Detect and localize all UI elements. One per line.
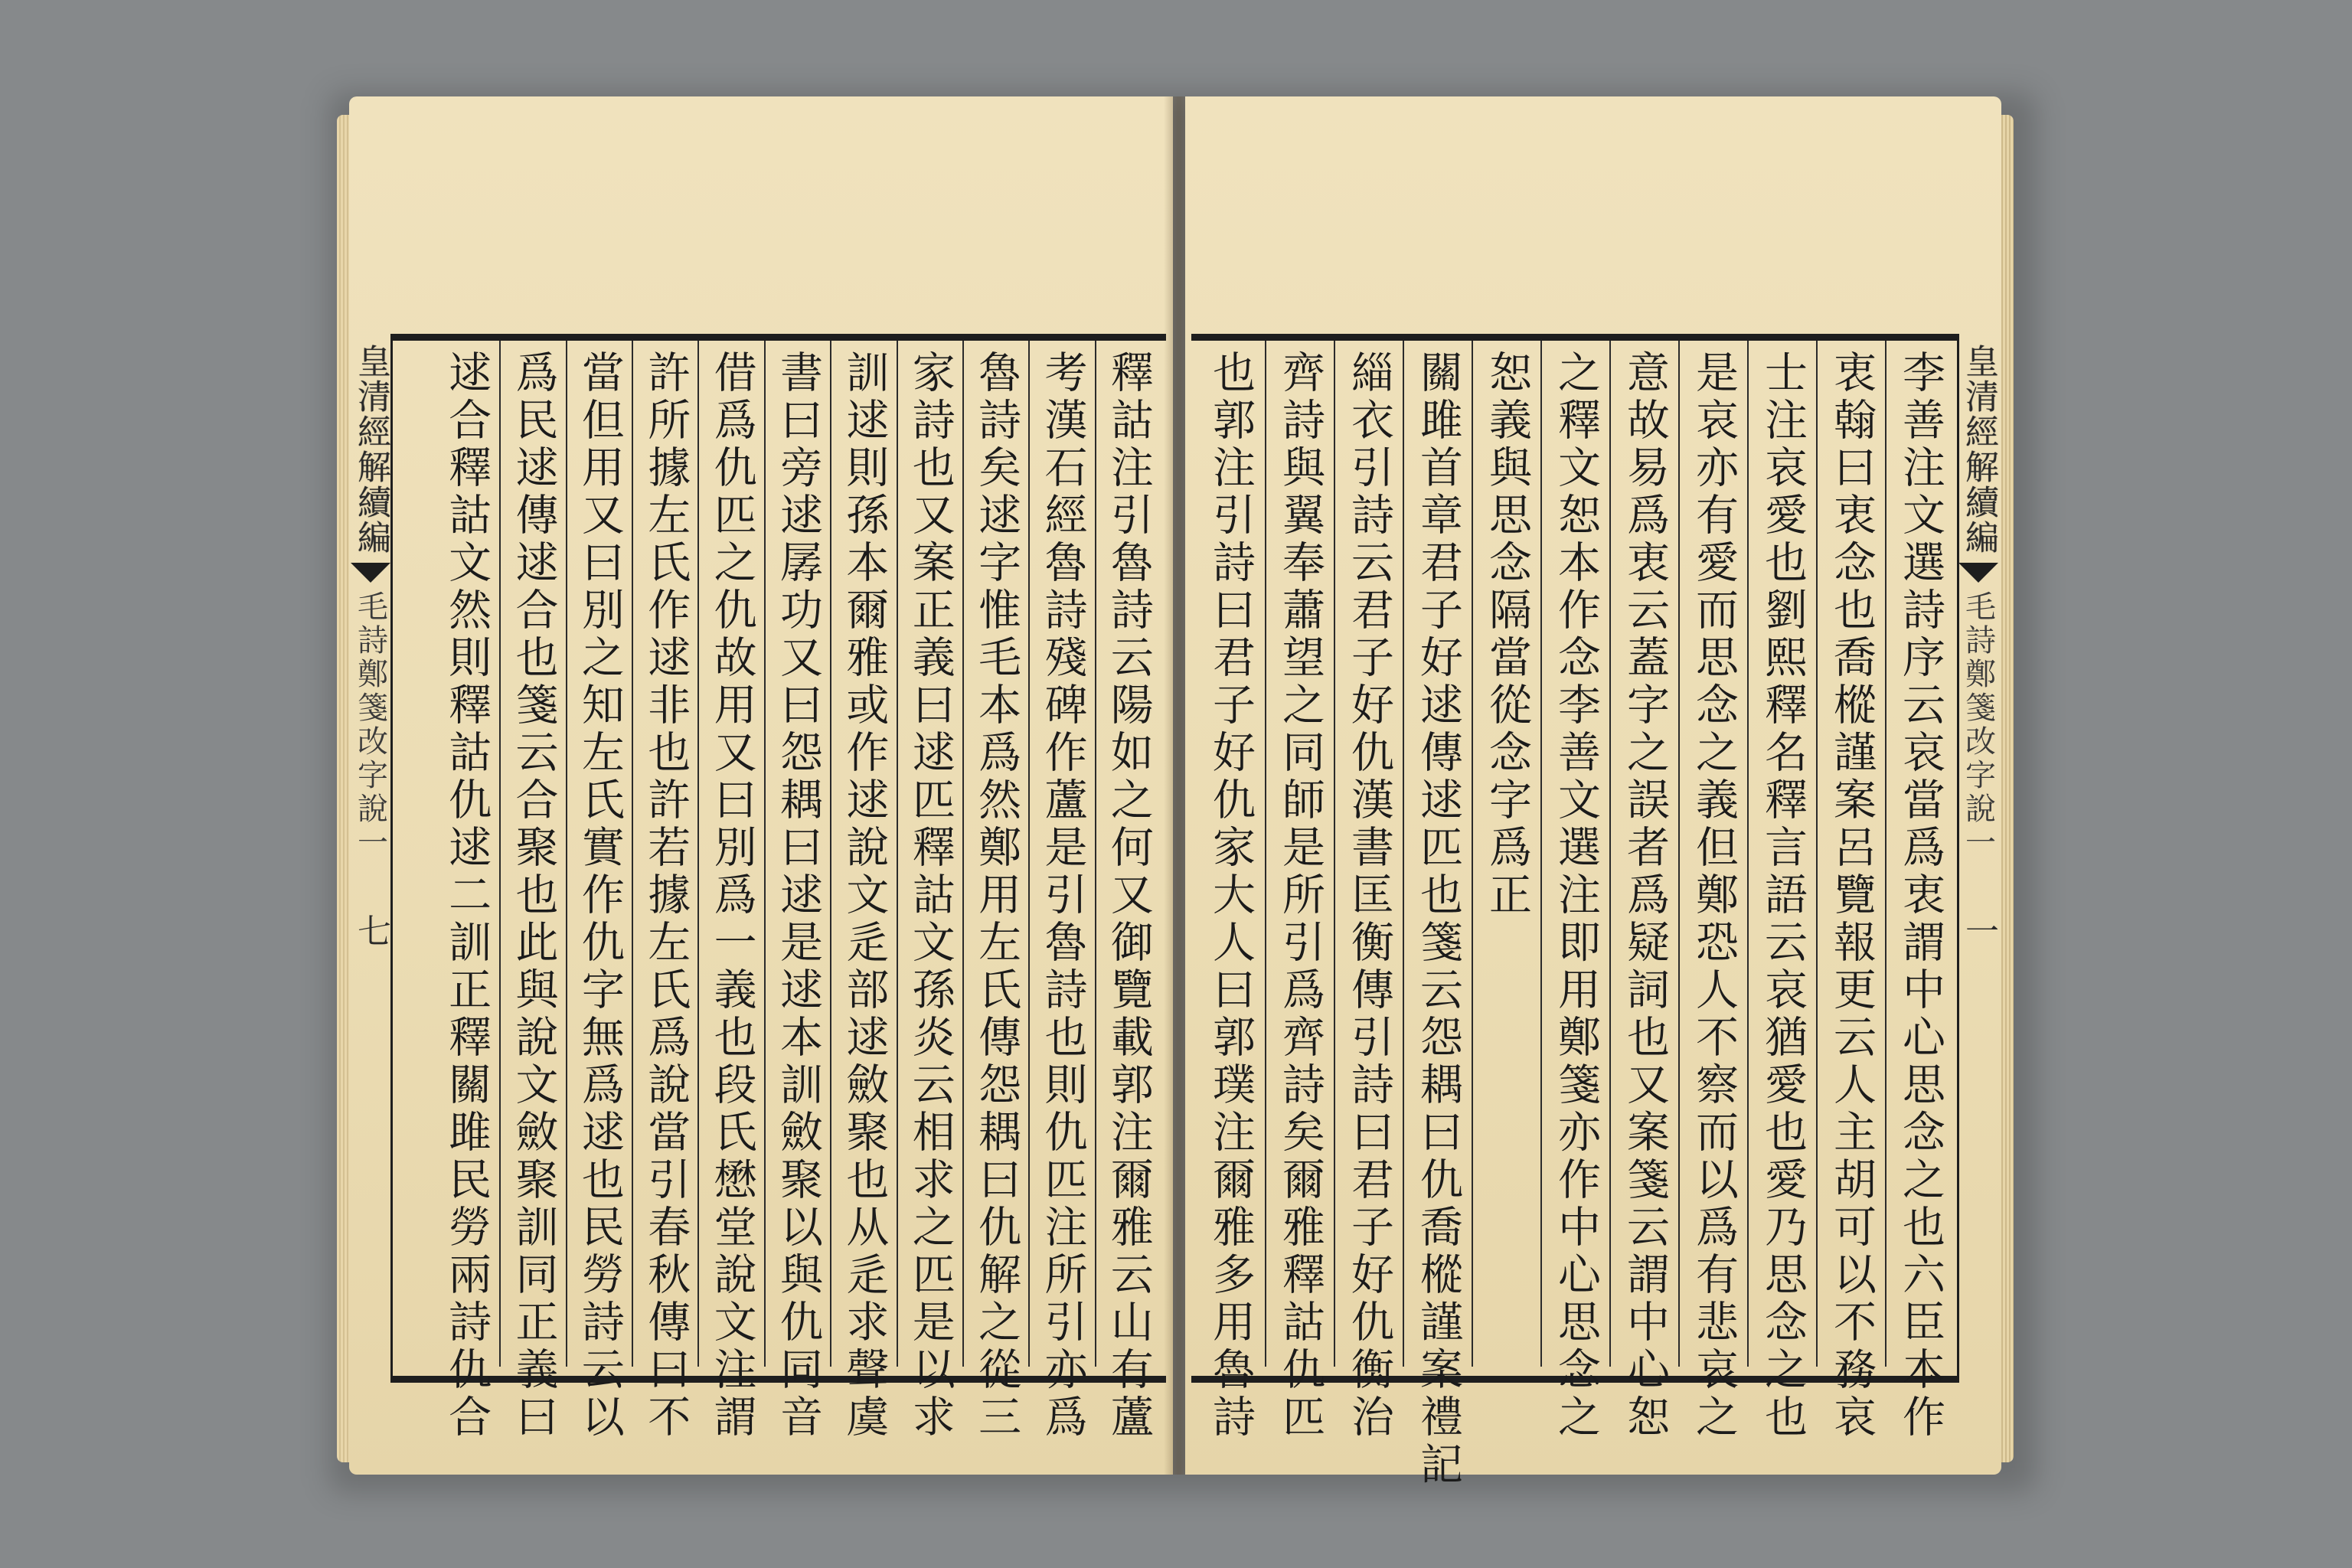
left-fishtail-mark	[351, 563, 390, 583]
column-text: 是哀亦有愛而思念之義但鄭恐人不察而以爲有悲哀之	[1689, 350, 1739, 1442]
column-text: 訓逑則孫本爾雅或作逑說文辵部逑斂聚也从辵求聲虞	[839, 350, 890, 1442]
left-text-columns	[433, 341, 1161, 1442]
text-column	[1747, 341, 1816, 1442]
text-column	[962, 341, 1028, 1442]
right-banxin	[1957, 341, 2000, 1376]
text-column	[697, 341, 763, 1442]
column-text: 意故易爲衷云蓋字之誤者爲疑詞也又案箋云謂中心恕	[1620, 350, 1670, 1442]
text-column	[1678, 341, 1747, 1442]
text-column	[433, 341, 499, 1442]
text-column	[499, 341, 565, 1442]
column-text: 也郭注引詩曰君子好仇家大人曰郭璞注爾雅多用魯詩	[1206, 350, 1256, 1442]
right-text-columns	[1194, 341, 1954, 1489]
column-text: 書曰旁逑孱功又曰怨耦曰逑是逑本訓斂聚以與仇同音	[773, 350, 823, 1442]
left-banxin	[349, 341, 392, 1376]
right-page-number: 一	[1959, 913, 1998, 947]
column-text: 恕義與思念隔當從念字爲正	[1482, 350, 1532, 920]
column-text: 齊詩與翼奉蕭望之同師是所引爲齊詩矣爾雅釋詁仇匹	[1276, 350, 1325, 1442]
text-column	[1540, 341, 1609, 1442]
text-column	[632, 341, 697, 1442]
text-column	[830, 341, 896, 1442]
column-text: 爲民逑傳逑合也箋云合聚也此與說文斂聚訓同正義曰	[508, 350, 559, 1442]
right-fishtail-mark	[1958, 563, 1998, 583]
text-column	[1028, 341, 1094, 1442]
column-text: 衷翰曰衷念也喬樅謹案呂覽報更云人主胡可以不務哀	[1827, 350, 1877, 1442]
column-text: 許所據左氏作逑非也許若據左氏爲說當引春秋傳曰不	[641, 350, 691, 1442]
column-text: 李善注文選詩序云哀當爲衷謂中心思念之也六臣本作	[1896, 350, 1945, 1442]
column-text: 魯詩矣逑字惟毛本爲然鄭用左氏傳怨耦曰仇解之從三	[972, 350, 1022, 1442]
left-page-number: 七	[351, 913, 390, 947]
text-column	[764, 341, 830, 1442]
text-column	[897, 341, 962, 1442]
column-text: 當但用又曰別之知左氏實作仇字無爲逑也民勞詩云以	[574, 350, 625, 1442]
text-column	[1403, 341, 1472, 1489]
text-column	[1609, 341, 1678, 1442]
left-banxin-title: 皇清經解續編	[351, 344, 390, 555]
right-banxin-title: 皇清經解續編	[1959, 344, 1998, 555]
text-column	[1265, 341, 1334, 1442]
text-column	[1196, 341, 1265, 1442]
text-column	[566, 341, 632, 1442]
column-text: 考漢石經魯詩殘碑作蘆是引魯詩也則仇匹注所引亦爲	[1037, 350, 1088, 1442]
column-text: 逑合釋詁文然則釋詁仇逑二訓正釋關雎民勞兩詩仇合	[442, 350, 492, 1442]
column-text: 家詩也又案正義曰逑匹釋詁文孫炎云相求之匹是以求	[905, 350, 956, 1442]
right-banxin-subtitle: 毛詩鄭箋改字說一	[1960, 590, 1996, 860]
column-text: 之釋文恕本作念李善文選注即用鄭箋亦作中心思念之	[1551, 350, 1601, 1442]
left-banxin-subtitle: 毛詩鄭箋改字說一	[352, 590, 388, 860]
text-column	[1095, 341, 1161, 1442]
text-column	[1885, 341, 1954, 1442]
column-text: 緇衣引詩云君子好仇漢書匡衡傳引詩曰君子好仇衡治	[1344, 350, 1394, 1442]
text-column	[1472, 341, 1540, 1367]
column-text: 釋詁注引魯詩云陽如之何又御覽載郭注爾雅云山有蘆	[1103, 350, 1154, 1442]
text-column	[1816, 341, 1885, 1442]
column-text: 士注哀愛也劉熙釋名釋言語云哀猶愛也愛乃思念之也	[1758, 350, 1808, 1442]
column-text: 借爲仇匹之仇故用又曰別爲一義也段氏懋堂說文注謂	[707, 350, 757, 1442]
text-column	[1334, 341, 1403, 1442]
column-text: 關雎首章君子好逑傳逑匹也箋云怨耦曰仇喬樅謹案禮記	[1413, 350, 1463, 1489]
